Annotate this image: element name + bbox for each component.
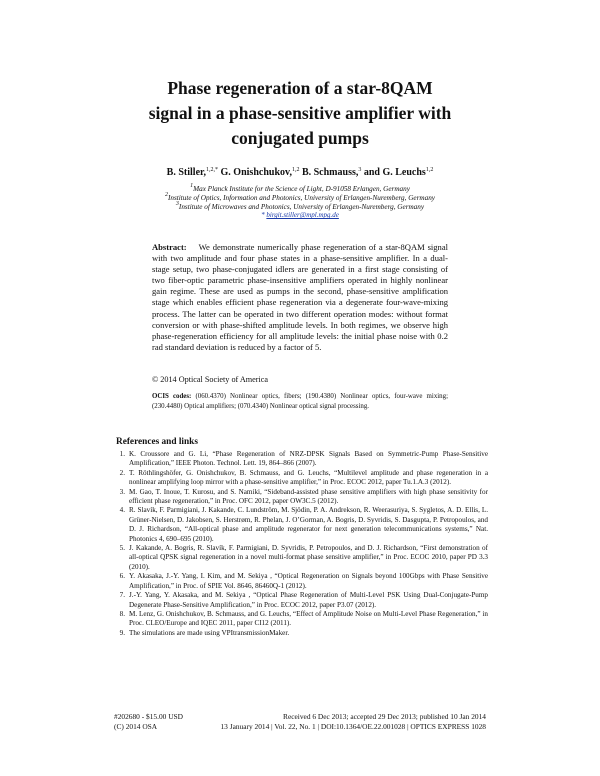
references-heading: References and links	[116, 437, 198, 447]
ocis-text: (060.4370) Nonlinear optics, fibers; (190.4380) Nonlinear optics, four-wave mixing; (230.4480) Optical amplifiers; (070.4340) Nonlinear optical signal processing.	[152, 393, 448, 410]
reference-text: J.-Y. Yang, Y. Akasaka, and M. Sekiya , “Optical Phase Regeneration of Multi-Level PSK Using Dual-Conjugate-Pump Degenerate Phase-Sensitive Amplification,” in Proc. ECOC 2012, paper P3.07 (2012).	[129, 591, 488, 609]
reference-item	[116, 506, 488, 544]
author-affiliation-mark: 1,2	[425, 167, 434, 173]
reference-number: 4.	[119, 506, 125, 515]
affiliation-text: Max Planck Institute for the Science of Light, D-91058 Erlangen, Germany	[193, 185, 410, 193]
footer-dates: Received 6 Dec 2013; accepted 29 Dec 2013; published 10 Jan 2014	[283, 712, 486, 721]
author-list	[60, 163, 540, 180]
reference-number: 7.	[119, 591, 125, 600]
reference-number: 8.	[119, 609, 125, 618]
affiliation-mark: 1	[190, 183, 194, 189]
title-line: signal in a phase-sensitive amplifier with	[148, 103, 452, 123]
affiliation-mark: 2	[165, 192, 169, 198]
reference-text: K. Croussore and G. Li, “Phase Regeneration of NRZ-DPSK Signals Based on Symmetric-Pump Phase-Sensitive Amplification,” IEEE Photon. Technol. Lett. 19, 864–866 (2007).	[129, 450, 488, 468]
reference-number: 1.	[119, 450, 125, 458]
abstract-label: Abstract:	[152, 242, 187, 252]
reference-item	[116, 591, 488, 610]
reference-item	[116, 572, 488, 591]
author-name: G. Onishchukov,	[220, 167, 292, 178]
reference-item	[116, 488, 488, 507]
ocis-label: OCIS codes:	[152, 393, 192, 400]
affiliation-text: Institute of Microwaves and Photonics, University of Erlangen-Nuremberg, Germany	[178, 203, 425, 211]
affiliation-text: Institute of Optics, Information and Photonics, University of Erlangen-Nuremberg, Germany	[168, 194, 435, 202]
reference-text: T. Röthlingshöfer, G. Onishchukov, B. Schmauss, and G. Leuchs, “Multilevel amplitude and phase regeneration in a nonlinear amplifying loop mirror with a phase-sensitive amplifier,” in Proc. ECOC 2012, paper Tu.1.A.3 (2012).	[129, 468, 488, 487]
abstract-text: We demonstrate numerically phase regeneration of a star-8QAM signal with two amplitude and four phase states in a phase-sensitive amplifier. In a dual-stage setup, two phase-conjugated idlers are generated in a first stage consisting of two fiber-optic parametric phase-insensitive amplifiers operated in highly nonlinear gain regime. These are used as pumps in the second, phase-sensitive amplification stage which enables efficient phase regeneration via a degenerate four-wave-mixing process. The latter can be operated in two different operation modes: without format conversion or with phase-shifted amplitude levels. In both regimes, we observe high phase-regeneration efficiency for all amplitude levels: the initial phase noise with 0.2 rad standard deviation is reduced by a factor of 5.	[152, 242, 448, 352]
reference-number: 9.	[119, 628, 125, 637]
reference-number: 5.	[119, 544, 125, 553]
paper-title	[100, 76, 500, 151]
reference-text: M. Lenz, G. Onishchukov, B. Schmauss, and G. Leuchs, “Effect of Amplitude Noise on Multi-Level Phase Regeneration,” in Proc. CLEO/Europe and IQEC 2011, paper CI12 (2011).	[129, 609, 488, 628]
email-marker: *	[261, 211, 265, 219]
author-affiliation-mark: 3	[358, 167, 362, 173]
author-name: and G. Leuchs	[363, 167, 426, 178]
reference-text: The simulations are made using VPItransmissionMaker.	[129, 628, 290, 637]
title-line: Phase regeneration of a star-8QAM	[167, 78, 433, 98]
reference-text: R. Slavík, F. Parmigiani, J. Kakande, C. Lundström, M. Sjödin, P. A. Andrekson, R. Weerasuriya, S. Sygletos, A. D. Ellis, L. Grüner-Nielsen, D. Jakobsen, S. Herstrøm, R. Phelan, J. O’Gorman, A. Bogris, D. Syvridis, S. Dasgupta, P. Petropoulos, and D. J. Richardson, “All-optical phase and amplitude regenerator for next generation telecommunications systems,” Nat. Photonics 4, 690–695 (2010).	[129, 506, 488, 543]
reference-number: 2.	[119, 468, 125, 477]
reference-item	[116, 450, 488, 469]
footer-left	[114, 712, 183, 732]
reference-text: J. Kakande, A. Bogris, R. Slavík, F. Parmigiani, D. Syvridis, P. Petropoulos, and D. J. Richardson, “First demonstration of all-optical QPSK signal regeneration in a novel multi-format phase sensitive amplifier,” in Proc. ECOC 2010, paper PD 3.3 (2010).	[129, 544, 488, 571]
affiliation-mark: 3	[175, 201, 179, 207]
author-name: B. Stiller,	[166, 167, 207, 178]
footer-copyright: (C) 2014 OSA	[114, 722, 158, 731]
reference-text: M. Gao, T. Inoue, T. Kurosu, and S. Namiki, “Sideband-assisted phase sensitive amplifiers with high phase sensitivity for efficient phase regeneration,” in Proc. OFC 2012, paper OW3C.5 (2012).	[129, 487, 488, 506]
reference-item	[116, 469, 488, 488]
footer-price: #202680 - $15.00 USD	[114, 712, 183, 721]
author-affiliation-mark: 1,2	[291, 167, 300, 173]
reference-list	[116, 450, 488, 638]
reference-item	[116, 544, 488, 572]
footer-citation: 13 January 2014 | Vol. 22, No. 1 | DOI:10.1364/OE.22.001028 | OPTICS EXPRESS 1028	[220, 722, 486, 731]
reference-text: Y. Akasaka, J.-Y. Yang, I. Kim, and M. Sekiya , “Optical Regeneration on Signals beyond 100Gbps with Phase Sensitive Amplification,” in Proc. of SPIE Vol. 8646, 86460Q-1 (2012).	[129, 572, 488, 590]
title-line: conjugated pumps	[231, 128, 369, 148]
corresponding-email	[60, 210, 540, 220]
reference-item	[116, 610, 488, 629]
author-affiliation-mark: 1,2,*	[206, 167, 219, 173]
author-name: B. Schmauss,	[301, 167, 359, 178]
reference-item	[116, 629, 488, 638]
copyright-notice: © 2014 Optical Society of America	[152, 375, 269, 384]
ocis-codes	[152, 392, 448, 411]
abstract	[152, 242, 448, 353]
footer-right	[220, 712, 486, 732]
reference-number: 3.	[119, 487, 125, 496]
reference-number: 6.	[119, 572, 125, 581]
email-link[interactable]: birgit.stiller@mpl.mpg.de	[266, 211, 339, 219]
